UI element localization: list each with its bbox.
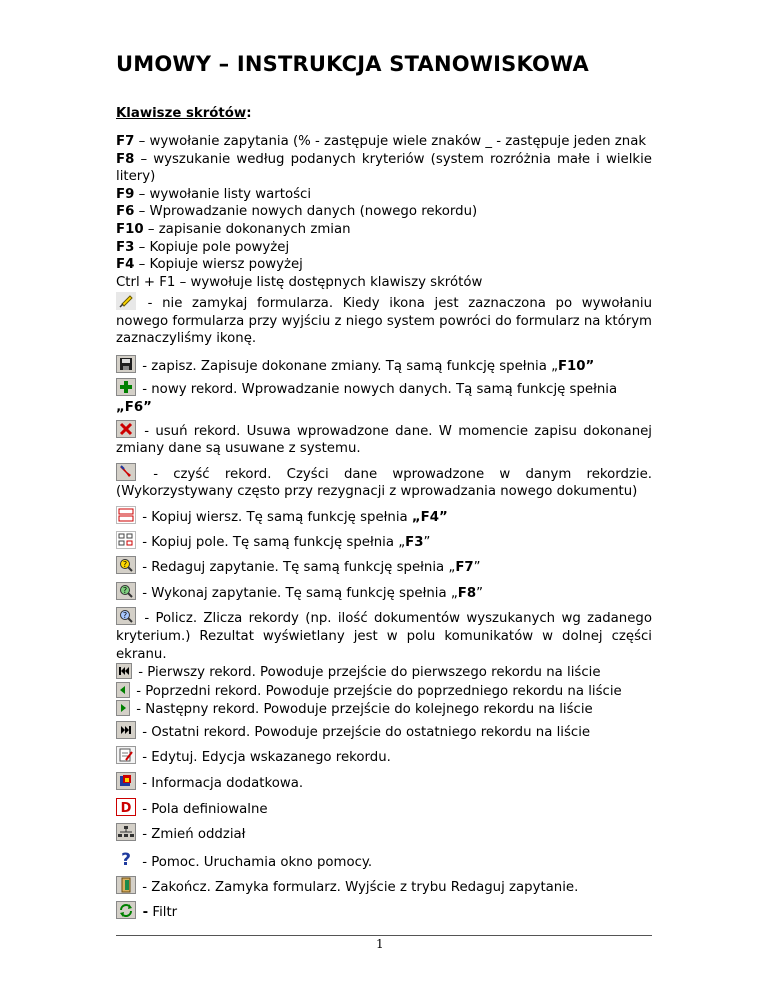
legend-key: F8 xyxy=(457,585,477,601)
first-record-icon xyxy=(116,663,132,679)
legend-item xyxy=(116,901,652,922)
shortcut-desc: – Kopiuje wiersz powyżej xyxy=(134,257,303,273)
shortcut-desc: Ctrl + F1 – wywołuje listę dostępnych klawiszy skrótów xyxy=(116,274,483,290)
count-icon xyxy=(116,607,136,625)
legend-text: - Kopiuj wiersz. Tę samą funkcję spełnia xyxy=(138,509,412,525)
footer-divider xyxy=(116,935,652,936)
legend-text: - Edytuj. Edycja wskazanego rekordu. xyxy=(138,750,391,766)
shortcut-key: F9 xyxy=(116,186,135,202)
legend-item xyxy=(116,607,652,663)
legend-item xyxy=(116,556,652,577)
legend-item xyxy=(116,849,652,872)
shortcut-list xyxy=(116,133,652,291)
shortcut-line xyxy=(116,256,652,274)
shortcut-key: F4 xyxy=(116,257,135,273)
legend-key: F3 xyxy=(405,534,424,550)
save-icon xyxy=(116,355,136,373)
shortcut-desc: – Wprowadzanie nowych danych (nowego rekordu) xyxy=(134,204,478,220)
legend-text: - Zakończ. Zamyka formularz. Wyjście z trybu Redaguj zapytanie. xyxy=(138,880,579,896)
legend-text: - Pomoc. Uruchamia okno pomocy. xyxy=(138,854,373,870)
change-department-icon xyxy=(116,823,136,841)
legend-tail: Filtr xyxy=(148,905,178,921)
svg-text:?: ? xyxy=(122,611,128,621)
legend-item xyxy=(116,463,652,501)
legend-tail: ” xyxy=(476,585,483,601)
shortcut-line xyxy=(116,239,652,257)
document-title: UMOWY – INSTRUKCJA STANOWISKOWA xyxy=(116,52,589,76)
shortcuts-heading-text: Klawisze skrótów xyxy=(116,106,247,121)
last-record-icon xyxy=(116,721,136,739)
shortcut-desc: – wyszukanie według podanych kryteriów (system rozróżnia małe i wielkie litery) xyxy=(116,151,652,185)
legend-text: - nie zamykaj formularza. Kiedy ikona jest zaznaczona po wywołaniu nowego formularza przy wyjściu z niego system powróci do formularz na którym zaznaczyliśmy ikonę. xyxy=(116,296,653,347)
svg-text:D: D xyxy=(120,800,132,815)
legend-key: „F6” xyxy=(116,399,152,415)
clear-record-icon xyxy=(116,463,136,481)
legend-item xyxy=(116,582,652,603)
legend-item xyxy=(116,876,652,897)
shortcut-key: F8 xyxy=(116,151,135,167)
shortcut-line xyxy=(116,221,652,239)
definable-fields-icon xyxy=(116,798,136,816)
new-record-icon xyxy=(116,378,136,396)
shortcut-line xyxy=(116,186,652,204)
legend-item xyxy=(116,682,652,701)
shortcut-key: F7 xyxy=(116,134,135,149)
shortcut-line xyxy=(116,203,652,221)
shortcuts-heading-colon: : xyxy=(246,106,252,121)
legend-item xyxy=(116,420,652,458)
legend-text: - usuń rekord. Usuwa wprowadzone dane. W momencie zapisu dokonanej zmiany dane są usuwane z systemu. xyxy=(116,423,652,457)
legend-text: - Wykonaj zapytanie. Tę samą funkcję spełnia „ xyxy=(138,585,458,601)
shortcut-desc: – wywołanie zapytania (% - zastępuje wiele znaków _ - zastępuje jeden znak xyxy=(134,134,647,149)
shortcut-key: F10 xyxy=(116,221,144,237)
legend-text: - Redaguj zapytanie. Tę samą funkcję spełnia „ xyxy=(138,560,456,576)
legend-item xyxy=(116,721,652,742)
legend-text: - Ostatni rekord. Powoduje przejście do ostatniego rekordu na liście xyxy=(138,724,591,740)
legend-text: - Pierwszy rekord. Powoduje przejście do pierwszego rekordu na liście xyxy=(134,665,601,681)
legend-key: F10” xyxy=(557,358,595,374)
legend-text: - Policz. Zlicza rekordy (np. ilość dokumentów wyszukanych wg zadanego kryterium.) Rezultat wyświetlany jest w polu komunikatów w dolnej części ekranu. xyxy=(116,611,652,662)
legend-text: - Informacja dodatkowa. xyxy=(138,776,304,792)
legend-tail: ” xyxy=(423,534,431,550)
filter-icon xyxy=(116,901,136,919)
shortcut-line xyxy=(116,151,652,186)
shortcuts-heading xyxy=(116,106,252,121)
exit-icon xyxy=(116,876,136,894)
legend-text: - zapisz. Zapisuje dokonane zmiany. Tą samą funkcję spełnia „ xyxy=(138,358,558,374)
copy-row-icon xyxy=(116,506,136,524)
svg-text:?: ? xyxy=(121,849,131,869)
legend-key: F7 xyxy=(455,560,474,576)
legend-text: - Kopiuj pole. Tę samą funkcję spełnia „ xyxy=(138,534,406,550)
legend-item xyxy=(116,746,652,767)
legend-text: - czyść rekord. Czyści dane wprowadzone w danym rekordzie. (Wykorzystywany często przy rezygnacji z wprowadzania nowego dokumentu) xyxy=(116,466,652,500)
legend-text: - Poprzedni rekord. Powoduje przejście do poprzedniego rekordu na liście xyxy=(132,683,622,699)
legend-item xyxy=(116,823,652,844)
legend-text: - Pola definiowalne xyxy=(138,801,268,817)
svg-text:?: ? xyxy=(122,560,128,570)
legend-text: - Następny rekord. Powoduje przejście do kolejnego rekordu na liście xyxy=(132,702,593,718)
shortcut-key: F3 xyxy=(116,239,135,255)
pin-icon xyxy=(116,292,136,310)
previous-record-icon xyxy=(116,682,130,698)
shortcut-desc: – wywołanie listy wartości xyxy=(134,186,312,202)
shortcut-desc: – zapisanie dokonanych zmian xyxy=(143,221,351,237)
next-record-icon xyxy=(116,700,130,716)
legend-item xyxy=(116,798,652,819)
legend-key: - xyxy=(138,905,149,921)
shortcut-line xyxy=(116,274,652,292)
legend-item xyxy=(116,772,652,793)
legend-item xyxy=(116,355,652,376)
legend-item xyxy=(116,378,652,416)
edit-query-icon xyxy=(116,556,136,574)
delete-record-icon xyxy=(116,420,136,438)
shortcut-line xyxy=(116,133,652,151)
info-icon xyxy=(116,772,136,790)
page-number: 1 xyxy=(376,937,384,951)
svg-text:?: ? xyxy=(122,585,128,595)
legend-item xyxy=(116,531,652,552)
legend-key: „F4” xyxy=(411,509,448,525)
shortcut-desc: – Kopiuje pole powyżej xyxy=(134,239,290,255)
shortcut-key: F6 xyxy=(116,204,135,220)
help-icon xyxy=(116,849,136,869)
legend-item xyxy=(116,292,652,348)
legend-text: - Zmień oddział xyxy=(138,827,246,843)
edit-icon xyxy=(116,746,136,764)
copy-field-icon xyxy=(116,531,136,549)
legend-tail: ” xyxy=(473,560,481,576)
toolbar-icon-legend xyxy=(116,292,652,922)
legend-text: - nowy rekord. Wprowadzanie nowych danych. Tą samą funkcję spełnia xyxy=(138,382,618,398)
legend-item xyxy=(116,506,652,527)
legend-item xyxy=(116,663,652,682)
run-query-icon xyxy=(116,582,136,600)
legend-item xyxy=(116,700,652,719)
